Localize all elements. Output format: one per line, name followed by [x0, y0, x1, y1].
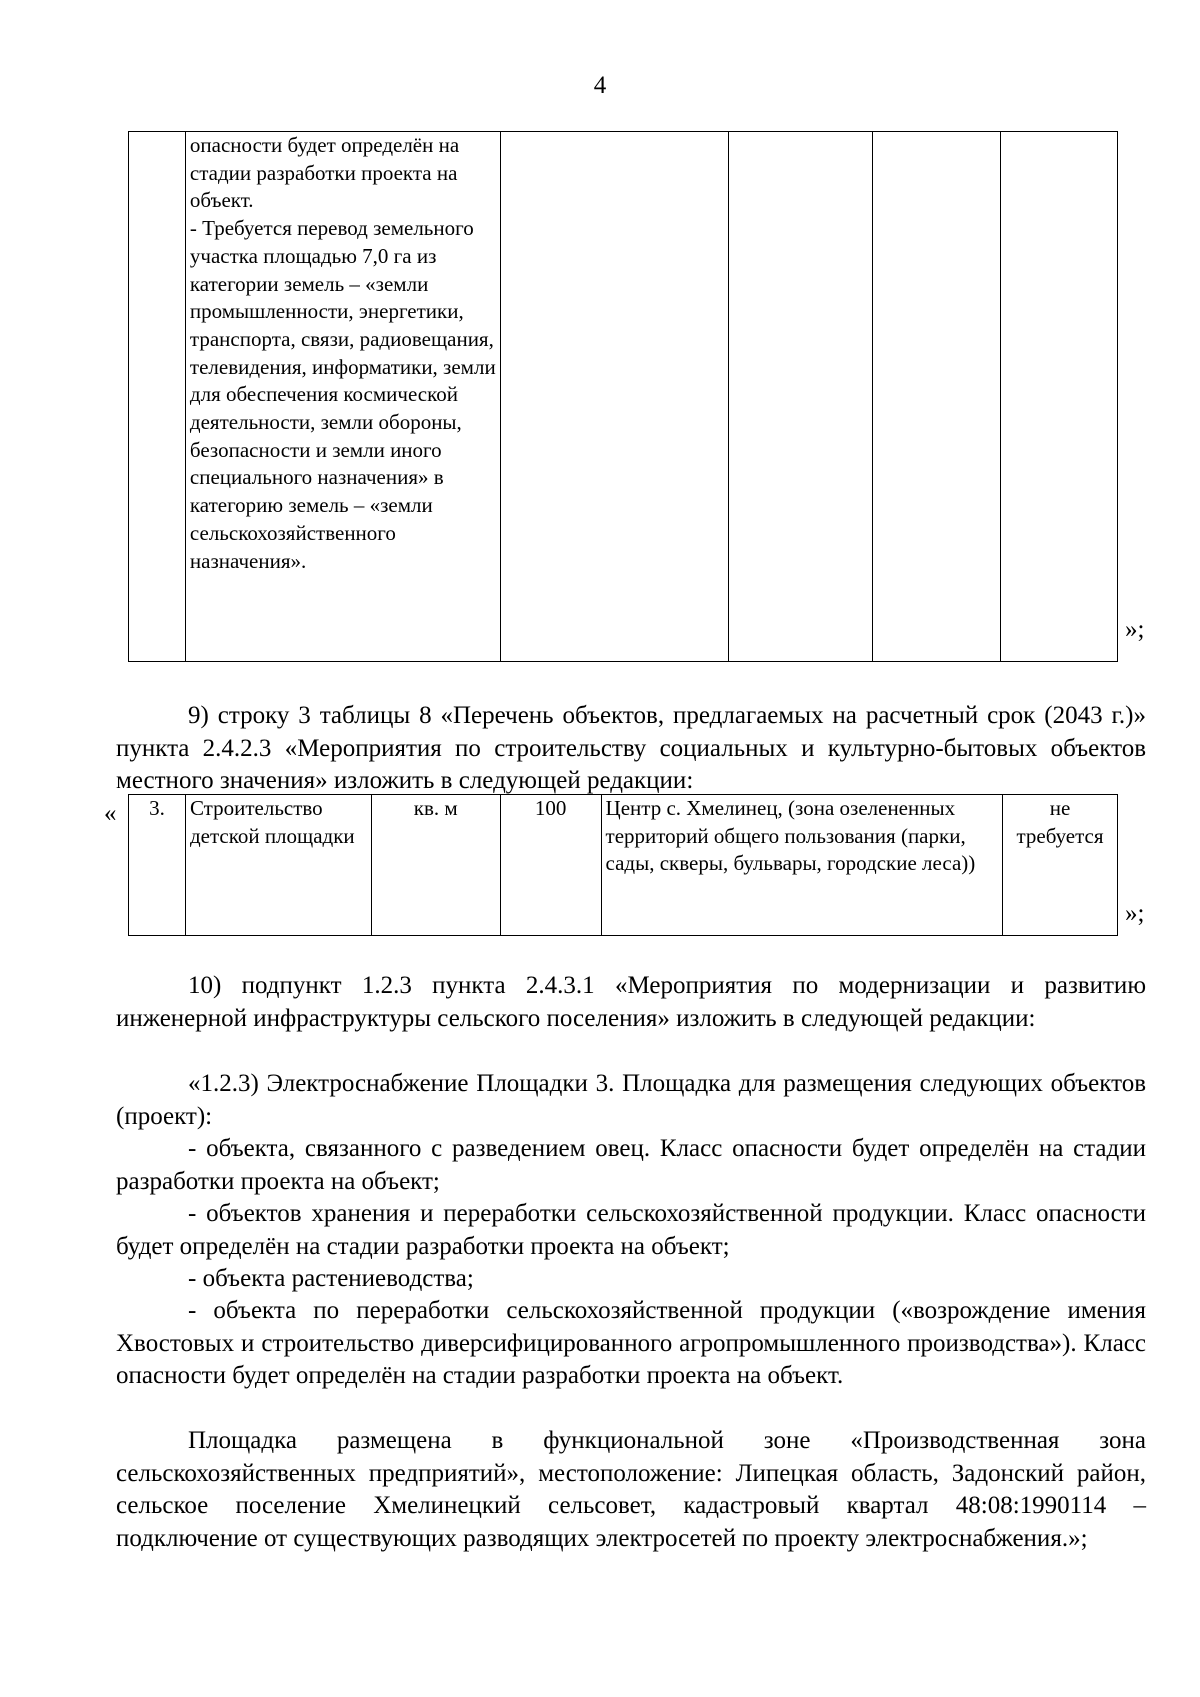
closing-quote-mark: »; [1125, 616, 1145, 643]
table-cell-number [129, 132, 186, 662]
item-10-object-3: - объекта растениеводства; [188, 1265, 474, 1292]
table-cell-description: опасности будет определён на стадии разработки проекта на объект. - Требуется перевод земельного участка площадью 7,0 га из категории земель – «земли промышленности, энергетики, транспорта, связи, радиовещания, телевидения, информатики, земли для обеспечения космической деятельности, земли обороны, безопасности и земли иного специального назначения» в категорию земель – «земли сельскохозяйственного назначения». [185, 132, 500, 662]
value: 100 [500, 795, 601, 936]
status: не требуется [1003, 795, 1118, 936]
table-cell [729, 132, 873, 662]
table-row [129, 132, 1118, 662]
table-cell [873, 132, 1001, 662]
item-10-intro: 10) подпункт 1.2.3 пункта 2.4.3.1 «Мероприятия по модернизации и развитию инженерной инфраструктуры сельского поселения» изложить в следующей редакции: [116, 972, 1146, 1032]
table-cell [1001, 132, 1118, 662]
item-10-object-2: - объектов хранения и переработки сельскохозяйственной продукции. Класс опасности будет определён на стадии разработки проекта на объект; [116, 1200, 1146, 1260]
location: Центр с. Хмелинец, (зона озелененных территорий общего пользования (парки, сады, скверы, бульвары, городские леса)) [601, 795, 1002, 936]
continued-table [128, 131, 1118, 662]
item-10-object-1: - объекта, связанного с разведением овец. Класс опасности будет определён на стадии разработки проекта на объект; [116, 1135, 1146, 1195]
opening-quote-mark: « [104, 800, 117, 827]
item-10-object-4: - объекта по переработки сельскохозяйственной продукции («возрождение имения Хвостовых и строительство диверсифицированного агропромышленного производства»). Класс опасности будет определён на стадии разработки проекта на объект. [116, 1297, 1146, 1389]
replacement-table [128, 794, 1118, 936]
row-number: 3. [129, 795, 186, 936]
item-10-location: Площадка размещена в функциональной зоне «Производственная зона сельскохозяйственных предприятий», местоположение: Липецкая область, Задонский район, сельское поселение Хмелинецкий сельсовет, кадастровый квартал 48:08:1990114 – подключение от существующих разводящих электросетей по проекту электроснабжения.»; [116, 1427, 1146, 1552]
item-9-paragraph: 9) строку 3 таблицы 8 «Перечень объектов, предлагаемых на расчетный срок (2043 г.)» пункта 2.4.2.3 «Мероприятия по строительству социальных и культурно-бытовых объектов местного значения» изложить в следующей редакции: [116, 702, 1146, 794]
page-number: 4 [593, 72, 607, 99]
unit: кв. м [371, 795, 500, 936]
item-10-subitem-title: «1.2.3) Электроснабжение Площадки 3. Площадка для размещения следующих объектов (проект): [116, 1070, 1146, 1130]
closing-quote-mark: »; [1125, 900, 1145, 927]
table-row [129, 795, 1118, 936]
object-name: Строительство детской площадки [185, 795, 371, 936]
table-cell [500, 132, 729, 662]
